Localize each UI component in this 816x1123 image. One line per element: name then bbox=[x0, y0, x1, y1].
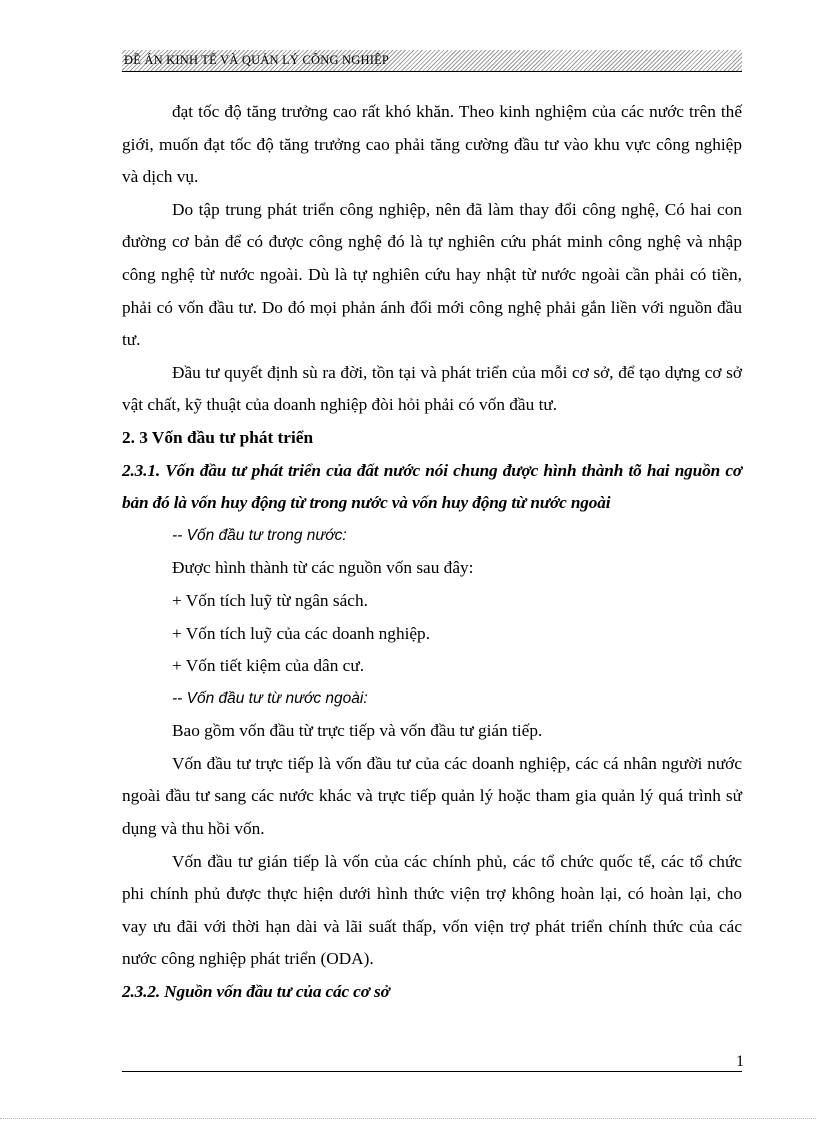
heading-section-2-3-2: 2.3.2. Nguồn vốn đầu tư của các cơ sở bbox=[122, 982, 390, 1002]
heading-section-2-3-1: 2.3.1. Vốn đầu tư phát triển của đất nước nói chung được hình thành tõ hai nguồn cơ bản đó là vốn huy động từ trong nước và vốn huy động từ nước ngoài bbox=[122, 460, 742, 513]
list-item: + Vốn tiết kiệm của dân cư. bbox=[172, 656, 365, 676]
page-body bbox=[122, 96, 742, 1009]
paragraph-technology: Do tập trung phát triển công nghiệp, nên đã làm thay đổi công nghệ, Có hai con đường cơ bản để có được công nghệ đó là tự nghiên cứu phát minh công nghệ và nhập công nghệ từ nước ngoài. Dù là tự nghiên cứu hay nhật từ nước ngoài cần phải có tiền, phải có vốn đầu tư. Do đó mọi phản ánh đổi mới công nghệ phải gắn liền với nguồn đầu tư. bbox=[122, 199, 742, 350]
paragraph-growth: đạt tốc độ tăng trưởng cao rất khó khăn. Theo kinh nghiệm của các nước trên thế giới, muốn đạt tốc độ tăng trưởng cao phải tăng cường đầu tư vào khu vực công nghiệp và dịch vụ. bbox=[122, 102, 742, 187]
page-bottom-border bbox=[0, 1118, 816, 1119]
list-item: + Vốn tích luỹ của các doanh nghiệp. bbox=[172, 623, 431, 643]
paragraph-investment-decision: Đầu tư quyết định sù ra đời, tồn tại và phát triển của mỗi cơ sở, để tạo dựng cơ sở vật chất, kỹ thuật của doanh nghiệp đòi hỏi phải có vốn đầu tư. bbox=[122, 362, 742, 415]
page-header bbox=[122, 50, 742, 72]
page-number: 1 bbox=[736, 1053, 744, 1070]
paragraph-indirect-investment: Vốn đầu tư gián tiếp là vốn của các chính phủ, các tổ chức quốc tế, các tổ chức phi chính phủ được thực hiện dưới hình thức viện trợ không hoàn lại, có hoàn lại, cho vay ưu đãi với thời hạn dài và lãi suất thấp, vốn viện trợ phát triển chính thức của các nước công nghiệp phát triển (ODA). bbox=[122, 851, 742, 969]
header-title: ĐỀ ÁN KINH TẾ VÀ QUẢN LÝ CÔNG NGHIỆP bbox=[124, 53, 390, 67]
foreign-capital-label: -- Vốn đầu tư từ nước ngoài: bbox=[172, 689, 368, 707]
foreign-intro: Bao gồm vốn đầu từ trực tiếp và vốn đầu tư gián tiếp. bbox=[172, 721, 543, 741]
domestic-capital-label: -- Vốn đầu tư trong nước: bbox=[172, 526, 347, 544]
domestic-intro: Được hình thành từ các nguồn vốn sau đây: bbox=[172, 558, 474, 578]
list-item: + Vốn tích luỹ từ ngân sách. bbox=[172, 590, 368, 610]
footer-rule bbox=[122, 1071, 742, 1072]
heading-section-2-3: 2. 3 Vốn đầu tư phát triển bbox=[122, 427, 314, 447]
paragraph-direct-investment: Vốn đầu tư trực tiếp là vốn đầu tư của các doanh nghiệp, các cá nhân người nước ngoài đầu tư sang các nước khác và trực tiếp quản lý hoặc tham gia quản lý quá trình sử dụng và thu hồi vốn. bbox=[122, 753, 742, 839]
